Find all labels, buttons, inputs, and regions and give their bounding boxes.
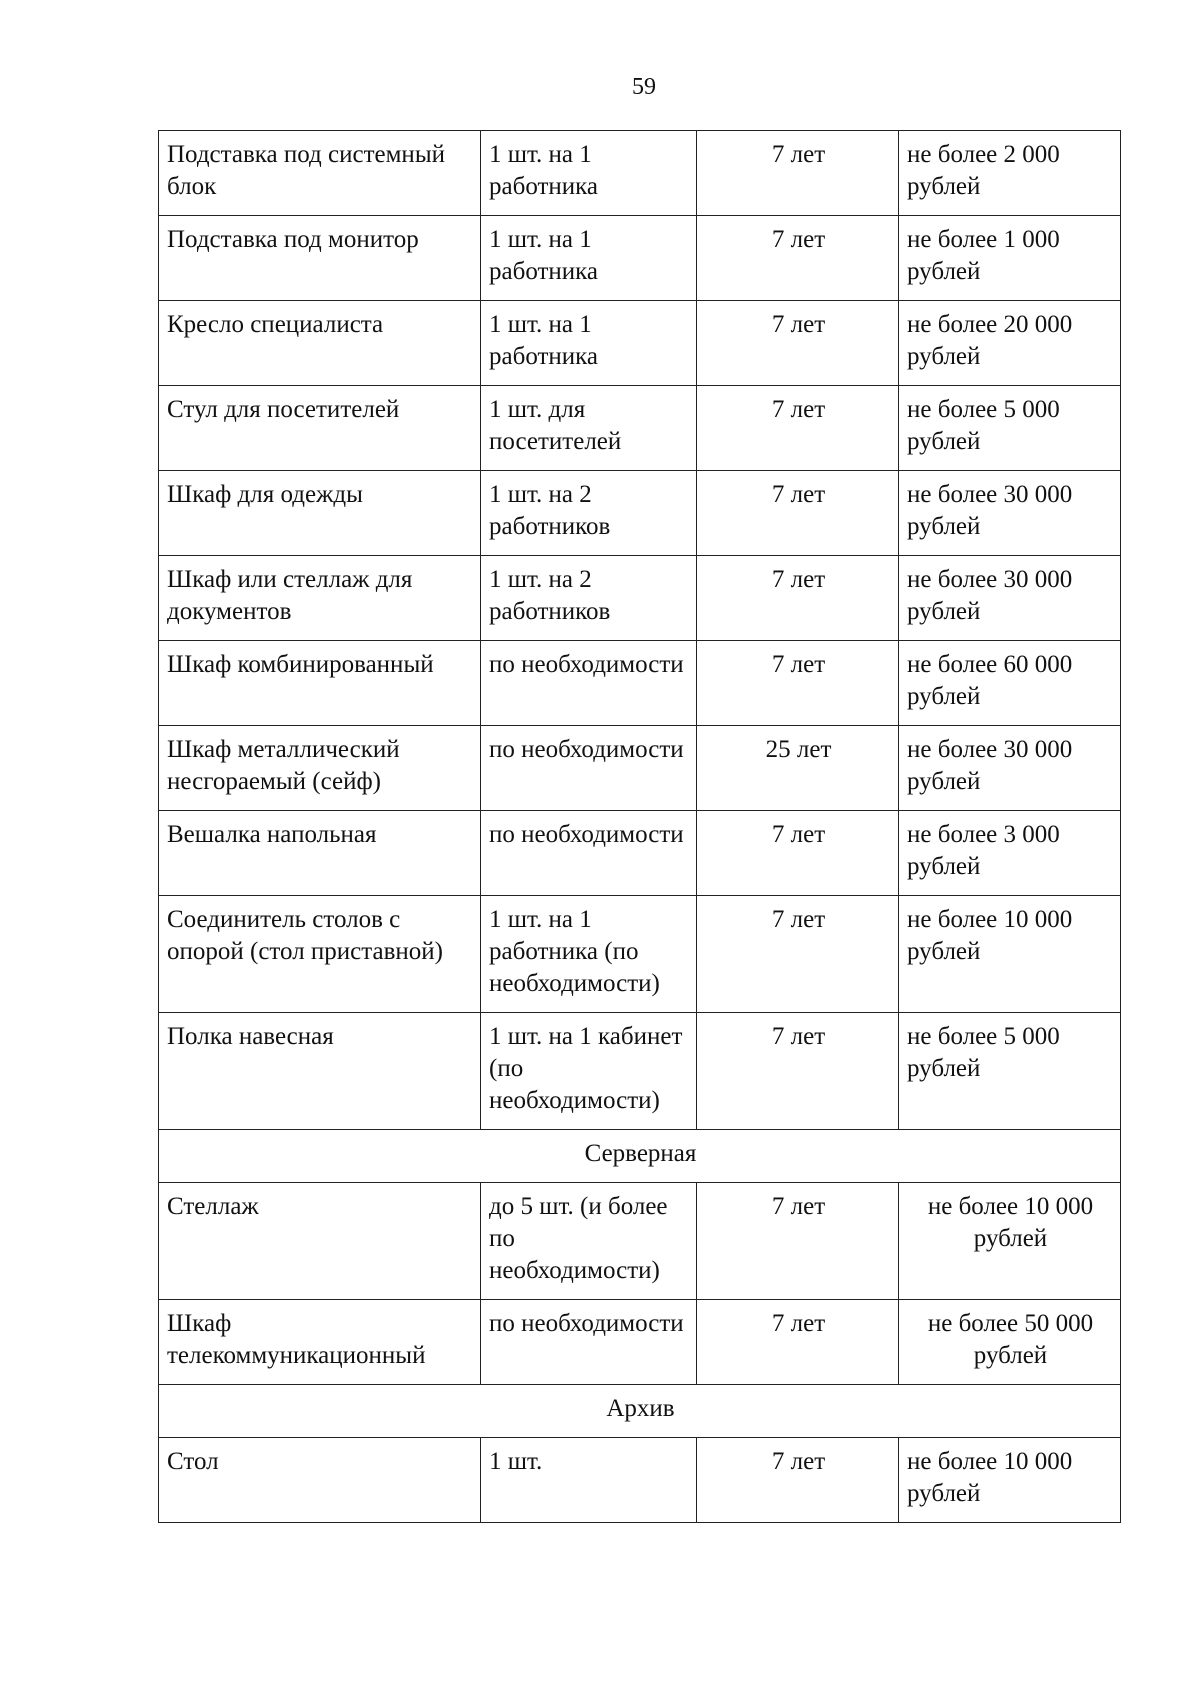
item-period: 7 лет [697,641,899,726]
section-row-server [159,1130,1121,1183]
item-name: Кресло специалиста [159,301,481,386]
item-name: Стул для посетителей [159,386,481,471]
item-price: не более 30 000 рублей [899,726,1121,811]
table-row [159,301,1121,386]
table-row [159,726,1121,811]
item-price: не более 10 000 рублей [899,1183,1121,1300]
item-quantity: по необходимости [481,1300,697,1385]
item-period: 7 лет [697,811,899,896]
item-name: Подставка под системный блок [159,131,481,216]
item-price: не более 2 000 рублей [899,131,1121,216]
item-name: Шкаф комбинированный [159,641,481,726]
section-row-archive [159,1385,1121,1438]
table-row [159,131,1121,216]
item-price: не более 3 000 рублей [899,811,1121,896]
table-row [159,1013,1121,1130]
table-row [159,811,1121,896]
item-period: 7 лет [697,471,899,556]
item-quantity: 1 шт. на 1 работника [481,216,697,301]
table-row [159,471,1121,556]
item-name: Шкаф металлический несгораемый (сейф) [159,726,481,811]
item-period: 7 лет [697,131,899,216]
item-price: не более 30 000 рублей [899,471,1121,556]
item-price: не более 10 000 рублей [899,896,1121,1013]
item-name: Вешалка напольная [159,811,481,896]
table-row [159,641,1121,726]
item-price: не более 10 000 рублей [899,1438,1121,1523]
item-price: не более 50 000 рублей [899,1300,1121,1385]
item-period: 7 лет [697,216,899,301]
item-name: Шкаф для одежды [159,471,481,556]
table-row [159,1183,1121,1300]
item-period: 25 лет [697,726,899,811]
norms-table [158,130,1121,1523]
item-name: Подставка под монитор [159,216,481,301]
item-name: Полка навесная [159,1013,481,1130]
item-quantity: 1 шт. на 2 работников [481,471,697,556]
item-period: 7 лет [697,896,899,1013]
item-quantity: 1 шт. [481,1438,697,1523]
table-row [159,1300,1121,1385]
item-period: 7 лет [697,1013,899,1130]
item-price: не более 5 000 рублей [899,1013,1121,1130]
item-name: Стол [159,1438,481,1523]
item-period: 7 лет [697,1438,899,1523]
section-title-archive: Архив [159,1385,1121,1438]
item-quantity: 1 шт. на 1 работника (по необходимости) [481,896,697,1013]
item-price: не более 60 000 рублей [899,641,1121,726]
item-period: 7 лет [697,1300,899,1385]
item-price: не более 30 000 рублей [899,556,1121,641]
table-row [159,386,1121,471]
item-period: 7 лет [697,1183,899,1300]
section-title-server: Серверная [159,1130,1121,1183]
item-period: 7 лет [697,556,899,641]
item-quantity: до 5 шт. (и более по необходимости) [481,1183,697,1300]
item-quantity: 1 шт. на 1 работника [481,131,697,216]
item-quantity: по необходимости [481,811,697,896]
item-quantity: по необходимости [481,726,697,811]
item-quantity: 1 шт. для посетителей [481,386,697,471]
item-name: Шкаф или стеллаж для документов [159,556,481,641]
item-period: 7 лет [697,386,899,471]
item-quantity: 1 шт. на 1 кабинет (по необходимости) [481,1013,697,1130]
table-row [159,896,1121,1013]
item-name: Стеллаж [159,1183,481,1300]
item-period: 7 лет [697,301,899,386]
item-name: Соединитель столов с опорой (стол приставной) [159,896,481,1013]
page-number: 59 [632,74,656,100]
item-price: не более 1 000 рублей [899,216,1121,301]
item-price: не более 5 000 рублей [899,386,1121,471]
table-row [159,556,1121,641]
table-row [159,216,1121,301]
item-quantity: 1 шт. на 2 работников [481,556,697,641]
item-price: не более 20 000 рублей [899,301,1121,386]
item-quantity: 1 шт. на 1 работника [481,301,697,386]
item-name: Шкаф телекоммуникационный [159,1300,481,1385]
item-quantity: по необходимости [481,641,697,726]
table-row [159,1438,1121,1523]
